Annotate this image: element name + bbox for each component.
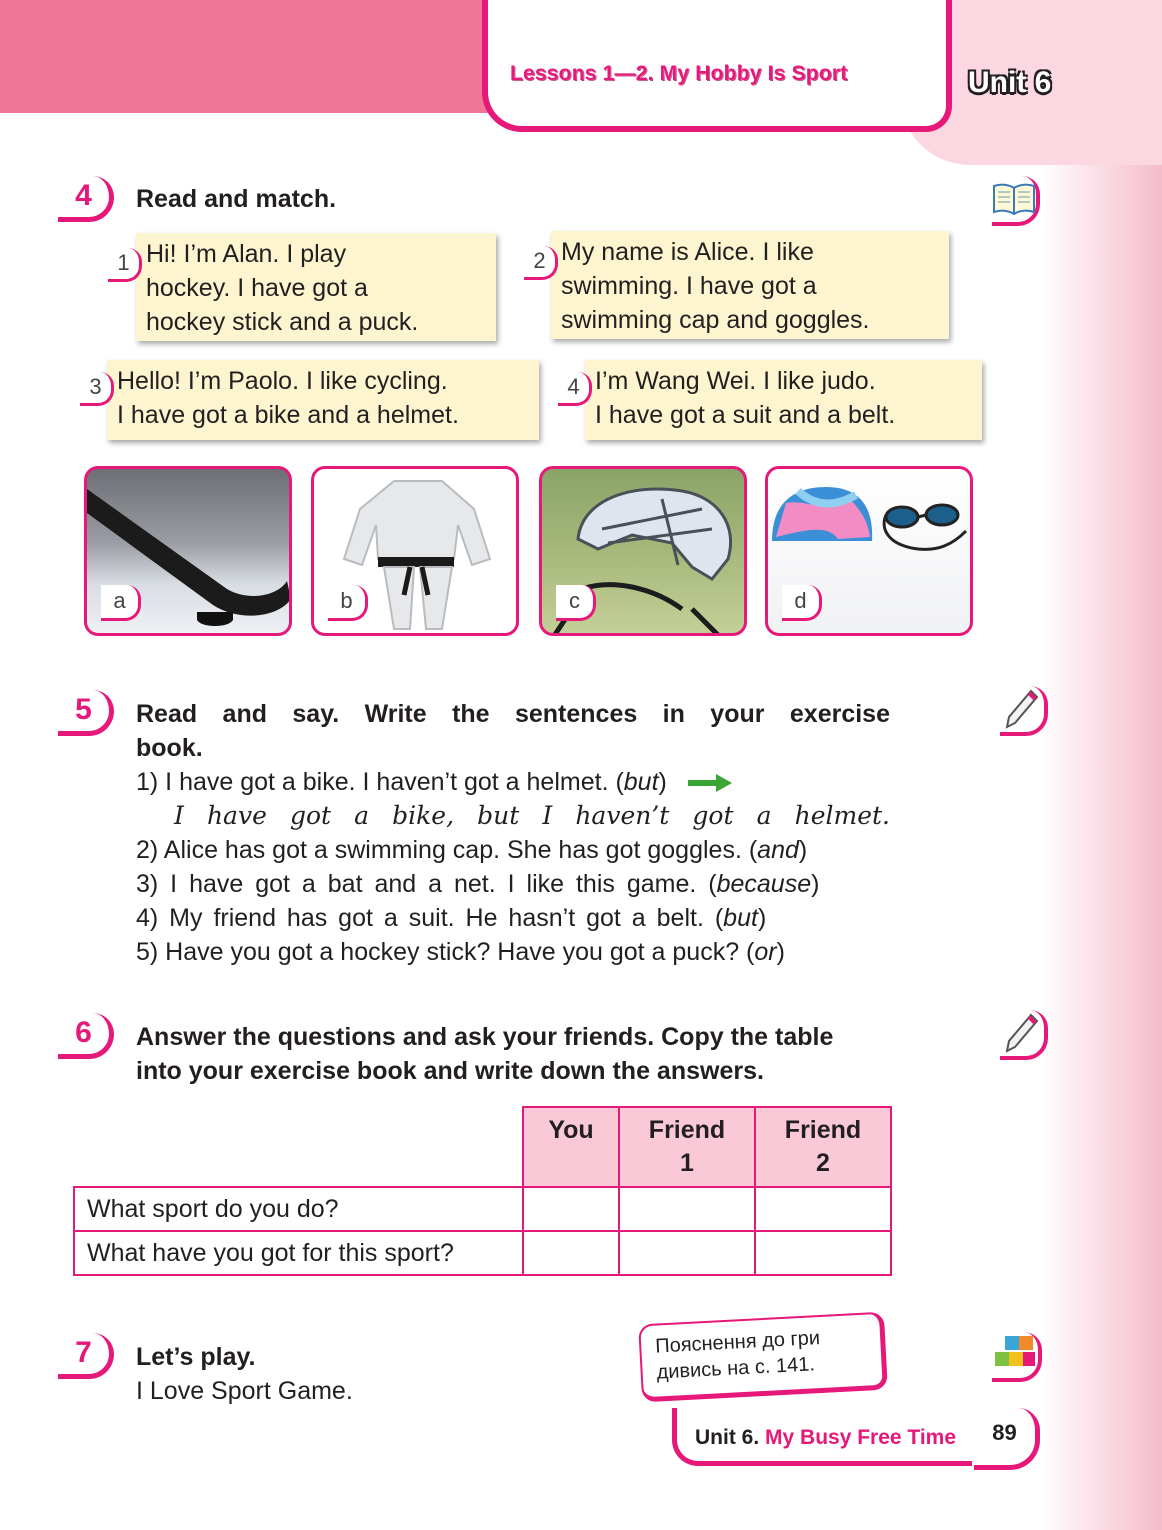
conjunction: and	[757, 836, 799, 864]
column-header-friend-2	[755, 1107, 891, 1187]
match-card-4	[585, 360, 982, 440]
footer-unit	[672, 1408, 972, 1466]
picture-swimming-gear	[765, 466, 973, 636]
picture-letter-d: d	[782, 585, 822, 621]
exercise-5-title-line-1: Read and say. Write the sentences in your exercise	[136, 700, 890, 728]
match-card-2	[551, 231, 949, 339]
note-line: дивись на с. 141.	[656, 1353, 816, 1384]
sentence-end: )	[776, 938, 785, 966]
picture-helmet	[539, 466, 747, 636]
answer-cell	[523, 1231, 619, 1275]
card-line: Hello! I’m Paolo. I like cycling.	[117, 367, 448, 395]
exercise-6-number: 6	[58, 1013, 114, 1059]
answer-cell	[619, 1231, 755, 1275]
picture-letter-c: c	[556, 585, 596, 621]
match-card-1	[136, 233, 496, 341]
card-number-3: 3	[80, 372, 114, 406]
column-header-friend-1	[619, 1107, 755, 1187]
sentence-2	[136, 833, 890, 867]
footer-section-title: My Busy Free Time	[765, 1426, 957, 1449]
page-number: 89	[974, 1408, 1040, 1470]
exercise-7-number: 7	[58, 1333, 114, 1379]
exercise-4-title: Read and match.	[136, 185, 337, 213]
card-line: I have got a suit and a belt.	[595, 401, 896, 429]
card-line: I have got a bike and a helmet.	[117, 401, 459, 429]
question-cell: What have you got for this sport?	[74, 1231, 523, 1275]
unit-label: Unit 6	[968, 66, 1052, 99]
sentence-text: 1) I have got a bike. I haven’t got a helmet. (	[136, 768, 624, 796]
pencil-icon	[1000, 1010, 1048, 1060]
conjunction: or	[754, 938, 777, 966]
question-cell: What sport do you do?	[74, 1187, 523, 1231]
footer-unit-label: Unit 6.	[695, 1426, 760, 1449]
lesson-title: Lessons 1—2. My Hobby Is Sport	[510, 62, 848, 85]
column-header-text: Friend 1	[648, 1116, 726, 1177]
answers-table	[73, 1106, 892, 1276]
card-number-1: 1	[108, 248, 142, 282]
card-line: hockey. I have got a	[146, 274, 368, 302]
exercise-6-title-line-2: into your exercise book and write down the answers.	[136, 1057, 764, 1085]
card-number-4: 4	[558, 372, 592, 406]
example-sentence: I have got a bike, but I haven’t got a helmet.	[174, 801, 890, 830]
blocks-icon	[992, 1332, 1042, 1382]
game-name: I Love Sport Game.	[136, 1377, 353, 1405]
table-row	[74, 1187, 891, 1231]
sentence-text: 5) Have you got a hockey stick? Have you got a puck? (	[136, 938, 755, 966]
sentence-text: 4) My friend has got a suit. He hasn’t got a belt. (	[136, 904, 724, 932]
exercise-5-title-line-2: book.	[136, 734, 203, 762]
conjunction: but	[623, 768, 659, 796]
sentence-5	[136, 935, 890, 969]
sentence-end: )	[798, 836, 808, 864]
picture-hockey	[84, 466, 292, 636]
sentence-end: )	[757, 904, 767, 932]
answer-cell	[619, 1187, 755, 1231]
picture-letter-a: a	[101, 585, 141, 621]
right-margin-band	[1040, 0, 1162, 1530]
game-note	[638, 1312, 888, 1403]
sentence-1	[136, 765, 890, 799]
match-card-3	[107, 360, 539, 440]
pencil-icon	[1000, 686, 1048, 736]
table-corner	[74, 1107, 523, 1187]
note-line: Пояснення до гри	[654, 1327, 821, 1358]
table-row	[74, 1231, 891, 1275]
card-line: swimming. I have got a	[561, 272, 817, 300]
sentence-end: )	[811, 870, 820, 898]
arrow-right-icon	[686, 772, 734, 794]
book-icon	[992, 176, 1040, 226]
table-header-row	[74, 1107, 891, 1187]
conjunction: because	[716, 870, 812, 898]
exercise-5-number: 5	[58, 690, 114, 736]
sentence-text: 3) I have got a bat and a net. I like this game. (	[136, 870, 717, 898]
conjunction: but	[723, 904, 758, 932]
exercise-4-number: 4	[58, 176, 114, 222]
card-number-2: 2	[524, 246, 558, 280]
sentence-4	[136, 901, 890, 935]
picture-judo-suit	[311, 466, 519, 636]
card-line: hockey stick and a puck.	[146, 308, 419, 336]
card-line: Hi! I’m Alan. I play	[146, 240, 347, 268]
column-header-text: Friend 2	[784, 1116, 862, 1177]
sentence-3	[136, 867, 890, 901]
card-line: My name is Alice. I like	[561, 238, 814, 266]
sentence-end: )	[658, 768, 667, 796]
answer-cell	[523, 1187, 619, 1231]
picture-letter-b: b	[328, 585, 368, 621]
exercise-7-title: Let’s play.	[136, 1343, 256, 1371]
sentence-text: 2) Alice has got a swimming cap. She has got goggles. (	[136, 836, 758, 864]
answer-cell	[755, 1187, 891, 1231]
card-line: I’m Wang Wei. I like judo.	[595, 367, 876, 395]
card-line: swimming cap and goggles.	[561, 306, 870, 334]
answer-cell	[755, 1231, 891, 1275]
exercise-6-title-line-1: Answer the questions and ask your friends. Copy the table	[136, 1023, 834, 1051]
column-header-you: You	[523, 1107, 619, 1187]
